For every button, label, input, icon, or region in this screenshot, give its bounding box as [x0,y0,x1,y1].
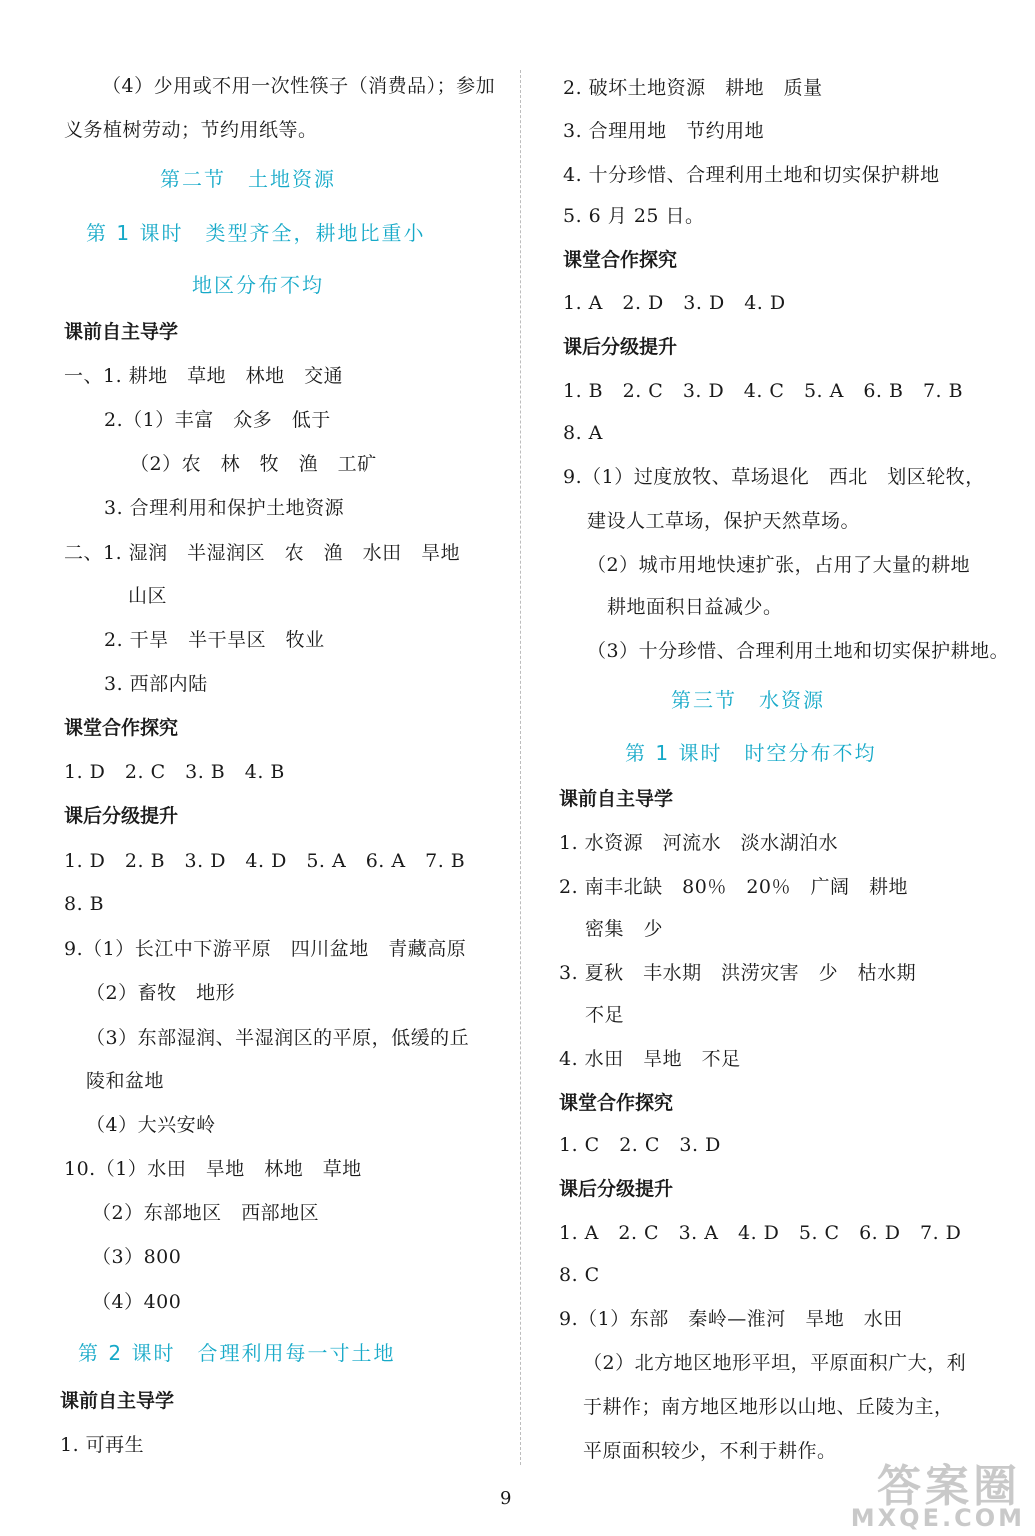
text-line: 10.（1）水田 旱地 林地 草地 [64,1158,362,1180]
text-line: （3）800 [92,1246,182,1268]
text-line: 1. D 2. C 3. B 4. B [64,761,285,783]
text-line: 8. B [64,893,105,915]
text-line: 平原面积较少，不利于耕作。 [583,1440,837,1462]
subsection-heading: 课堂合作探究 [64,717,179,739]
text-line: 耕地面积日益减少。 [607,596,783,618]
text-line: 山区 [128,585,168,607]
text-line: 3. 合理用地 节约用地 [563,120,765,142]
text-line: 1. B 2. C 3. D 4. C 5. A 6. B 7. B [563,380,964,402]
text-line: 1. C 2. C 3. D [559,1134,721,1156]
subsection-heading: 课后分级提升 [559,1178,674,1200]
text-line: 2. 破坏土地资源 耕地 质量 [563,77,823,99]
text-line: 9.（1）过度放牧、草场退化 西北 划区轮牧， [563,466,985,488]
text-line: 1. D 2. B 3. D 4. D 5. A 6. A 7. B [64,850,466,872]
lesson-title-cont: 地区分布不均 [192,273,324,297]
page-number: 9 [500,1488,512,1509]
subsection-heading: 课后分级提升 [64,805,179,827]
watermark-url: MXQE.COM [850,1504,1025,1532]
text-line: 4. 十分珍惜、合理利用土地和切实保护耕地 [563,164,940,186]
subsection-heading: 课堂合作探究 [559,1092,674,1114]
text-line: 陵和盆地 [86,1070,165,1092]
text-line: 2. 干旱 半干旱区 牧业 [104,629,325,651]
text-line: 8. C [559,1264,600,1286]
watermark-text: 答案圈 [877,1461,1021,1512]
text-line: （4）大兴安岭 [86,1114,216,1136]
text-line: 4. 水田 旱地 不足 [559,1048,741,1070]
text-line: 5. 6 月 25 日。 [563,205,705,227]
text-line: （3）十分珍惜、合理利用土地和切实保护耕地。 [587,640,1010,662]
lesson-title: 第 1 课时 类型齐全，耕地比重小 [86,221,426,245]
text-line: 3. 合理利用和保护土地资源 [104,497,345,519]
text-line: 1. A 2. D 3. D 4. D [563,292,786,314]
subsection-heading: 课前自主导学 [559,788,674,810]
text-line: （3）东部湿润、半湿润区的平原，低缓的丘 [86,1027,470,1049]
text-line: 一、1. 耕地 草地 林地 交通 [64,365,344,387]
text-line: 1. A 2. C 3. A 4. D 5. C 6. D 7. D [559,1222,962,1244]
text-line: 9.（1）东部 秦岭—淮河 旱地 水田 [559,1308,903,1330]
text-line: 义务植树劳动；节约用纸等。 [64,119,318,141]
text-line: 二、1. 湿润 半湿润区 农 渔 水田 旱地 [64,542,461,564]
text-line: （2）城市用地快速扩张，占用了大量的耕地 [587,554,971,576]
subsection-heading: 课前自主导学 [60,1390,175,1412]
text-line: （4）少用或不用一次性筷子（消费品）；参加 [102,75,496,97]
lesson-title: 第 1 课时 时空分布不均 [625,741,877,765]
column-divider [520,70,521,1465]
text-line: 1. 可再生 [60,1434,145,1456]
text-line: 密集 少 [585,918,664,940]
text-line: 建设人工草场，保护天然草场。 [587,510,861,532]
text-line: 2.（1）丰富 众多 低于 [104,409,331,431]
subsection-heading: 课堂合作探究 [563,249,678,271]
subsection-heading: 课后分级提升 [563,336,678,358]
lesson-title: 第 2 课时 合理利用每一寸土地 [78,1341,396,1365]
text-line: 2. 南丰北缺 80％ 20％ 广阔 耕地 [559,876,909,898]
text-line: 9.（1）长江中下游平原 四川盆地 青藏高原 [64,938,467,960]
text-line: （2）东部地区 西部地区 [92,1202,320,1224]
text-line: 不足 [585,1004,625,1026]
section-title: 第三节 水资源 [671,688,825,712]
text-line: 1. 水资源 河流水 淡水湖泊水 [559,832,839,854]
text-line: 于耕作；南方地区地形以山地、丘陵为主， [583,1396,954,1418]
text-line: （2）畜牧 地形 [86,982,236,1004]
watermark-logo [849,1450,1029,1532]
text-line: （2）农 林 牧 渔 工矿 [130,453,377,475]
text-line: （4）400 [92,1291,182,1313]
text-line: 8. A [563,422,603,444]
text-line: 3. 夏秋 丰水期 洪涝灾害 少 枯水期 [559,962,917,984]
text-line: （2）北方地区地形平坦，平原面积广大，利 [583,1352,967,1374]
subsection-heading: 课前自主导学 [64,321,179,343]
text-line: 3. 西部内陆 [104,673,208,695]
section-title: 第二节 土地资源 [160,167,336,191]
